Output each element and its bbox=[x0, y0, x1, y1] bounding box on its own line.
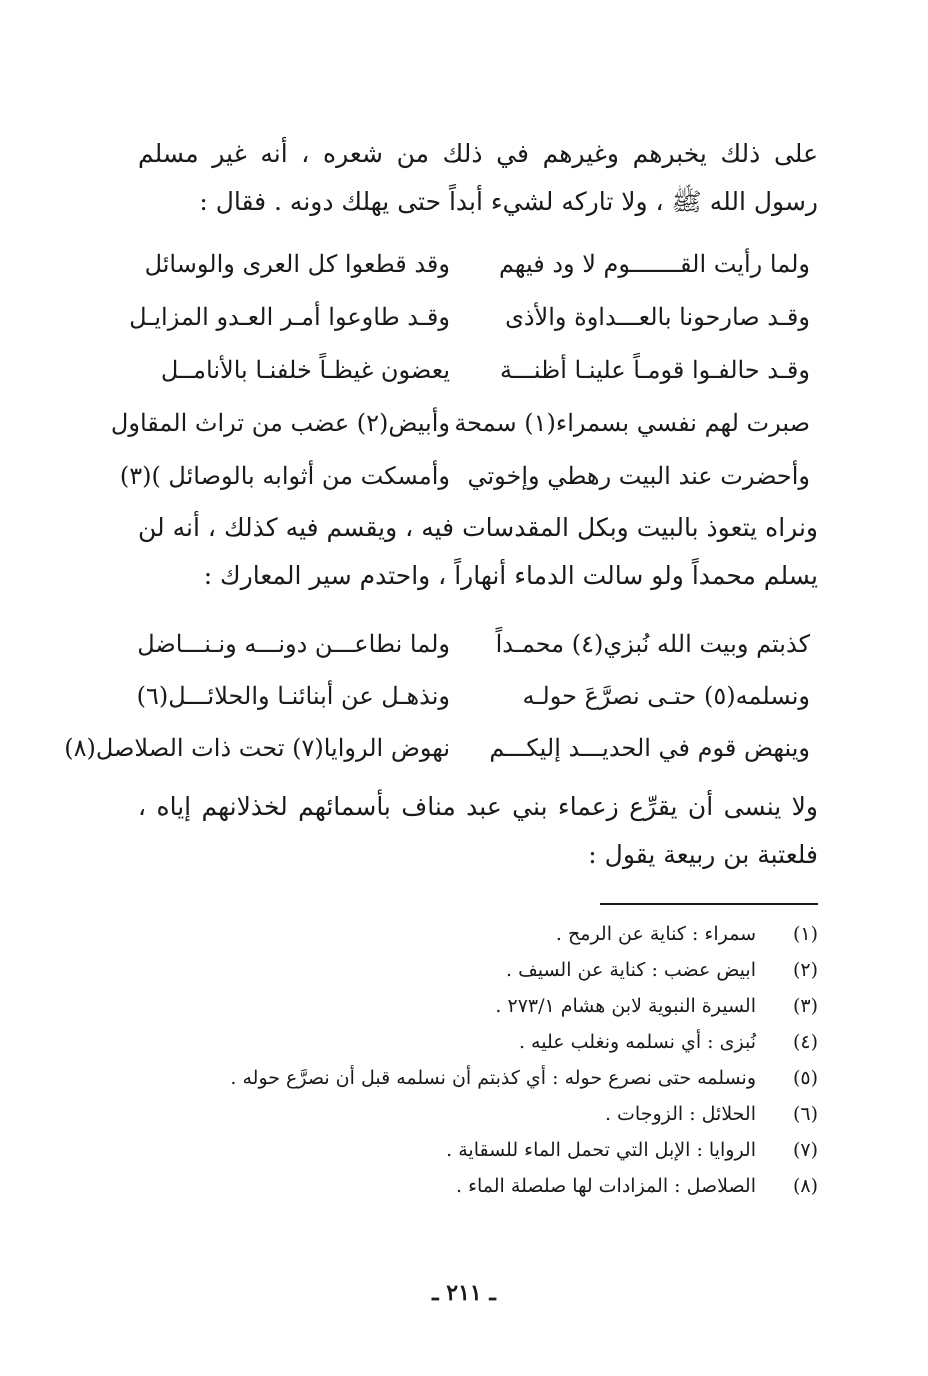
verse-first-half: وأحضرت عند البيت رهطي وإخوتي bbox=[467, 462, 810, 490]
verse-first-half: كذبتم وبيت الله نُبزي(٤) محمـداً bbox=[495, 630, 810, 658]
verse-second-half: يعضون غيظـاً خلفنـا بالأنامــل bbox=[160, 356, 450, 384]
paragraph-intro bbox=[138, 130, 818, 226]
paragraph-rebuke bbox=[138, 783, 818, 879]
verse-line bbox=[130, 344, 810, 397]
footnote-item bbox=[138, 988, 818, 1024]
verse-second-half: وأمسكت من أثوابه بالوصائل )(٣) bbox=[119, 462, 450, 490]
verse-second-half: ونذهـل عن أبنائنـا والحلائـــل(٦) bbox=[136, 682, 450, 710]
footnote-divider bbox=[600, 903, 818, 905]
verse-second-half: وقـد طاوعوا أمـر العـدو المزايـل bbox=[129, 303, 450, 331]
poem-first bbox=[110, 238, 810, 503]
verse-first-half: ونسلمه(٥) حتـى نصرَّعَ حولـه bbox=[522, 682, 810, 710]
footnote-item bbox=[138, 1096, 818, 1132]
footnote-text: الصلاصل : المزادات لها صلصلة الماء . bbox=[455, 1175, 756, 1197]
verse-line bbox=[130, 670, 810, 722]
verse-second-half: وأبيض(٢) عضب من تراث المقاول bbox=[110, 409, 450, 437]
footnote-text: الحلائل : الزوجات . bbox=[604, 1103, 756, 1125]
verse-line bbox=[110, 397, 810, 450]
verse-line bbox=[130, 291, 810, 344]
footnote-text: نُبزى : أي نسلمه ونغلب عليه . bbox=[518, 1031, 756, 1053]
verse-first-half: صبرت لهم نفسي بسمراء(١) سمحة bbox=[454, 409, 810, 437]
verse-first-half: وقـد حالفـوا قومـاً علينـا أظنـــة bbox=[499, 356, 810, 384]
footnote-number: (٢) bbox=[792, 959, 818, 981]
paragraph-oath bbox=[138, 504, 818, 600]
verse-first-half: وقـد صارحونا بالعـــداوة والأذى bbox=[505, 303, 810, 331]
paragraph-text: على ذلك يخبرهم وغيرهم في ذلك من شعره ، أنه غير مسلم رسول الله ﷺ ، ولا تاركه لشيء أبداً حتى يهلك دونه . فقال : bbox=[138, 139, 818, 216]
footnote-number: (٦) bbox=[792, 1103, 818, 1125]
paragraph-text: ولا ينسى أن يقرِّع زعماء بني عبد مناف بأسمائهم لخذلانهم إياه ، فلعتبة بن ربيعة يقول : bbox=[138, 792, 818, 869]
footnote-number: (٣) bbox=[792, 995, 818, 1017]
verse-second-half: نهوض الروايا(٧) تحت ذات الصلاصل(٨) bbox=[64, 734, 450, 762]
footnote-item bbox=[138, 1024, 818, 1060]
footnote-number: (٥) bbox=[792, 1067, 818, 1089]
footnote-item bbox=[138, 1060, 818, 1096]
footnote-number: (٨) bbox=[792, 1175, 818, 1197]
footnote-text: ابيض عضب : كناية عن السيف . bbox=[506, 959, 756, 981]
verse-second-half: ولما نطاعـــن دونـــه ونـنـــاضل bbox=[137, 630, 450, 658]
footnote-item bbox=[138, 1132, 818, 1168]
footnote-item bbox=[138, 952, 818, 988]
verse-first-half: وينهض قوم في الحديـــد إليكـــم bbox=[489, 734, 810, 762]
paragraph-text: ونراه يتعوذ بالبيت وبكل المقدسات فيه ، ويقسم فيه كذلك ، أنه لن يسلم محمداً ولو سالت الدماء أنهاراً ، واحتدم سير المعارك : bbox=[138, 513, 818, 590]
poem-second bbox=[64, 618, 810, 774]
footnotes bbox=[138, 916, 818, 1204]
footnote-text: السيرة النبوية لابن هشام ٢٧٣/١ . bbox=[495, 995, 756, 1017]
footnote-item bbox=[138, 1168, 818, 1204]
footnote-item bbox=[138, 916, 818, 952]
verse-line bbox=[130, 238, 810, 291]
footnote-number: (١) bbox=[792, 923, 818, 945]
verse-line bbox=[130, 618, 810, 670]
verse-second-half: وقد قطعوا كل العرى والوسائل bbox=[144, 250, 450, 278]
verse-line bbox=[119, 450, 810, 503]
footnote-number: (٧) bbox=[792, 1139, 818, 1161]
verse-first-half: ولما رأيت القـــــــوم لا ود فيهم bbox=[498, 250, 810, 278]
footnote-text: ونسلمه حتى نصرع حوله : أي كذبتم أن نسلمه قبل أن نصرَّع حوله . bbox=[230, 1067, 756, 1089]
footnote-text: الروايا : الإبل التي تحمل الماء للسقاية . bbox=[446, 1139, 756, 1161]
footnote-text: سمراء : كناية عن الرمح . bbox=[555, 923, 756, 945]
footnote-number: (٤) bbox=[792, 1031, 818, 1053]
page-number: ـ ٢١١ ـ bbox=[432, 1280, 496, 1306]
verse-line bbox=[64, 722, 810, 774]
